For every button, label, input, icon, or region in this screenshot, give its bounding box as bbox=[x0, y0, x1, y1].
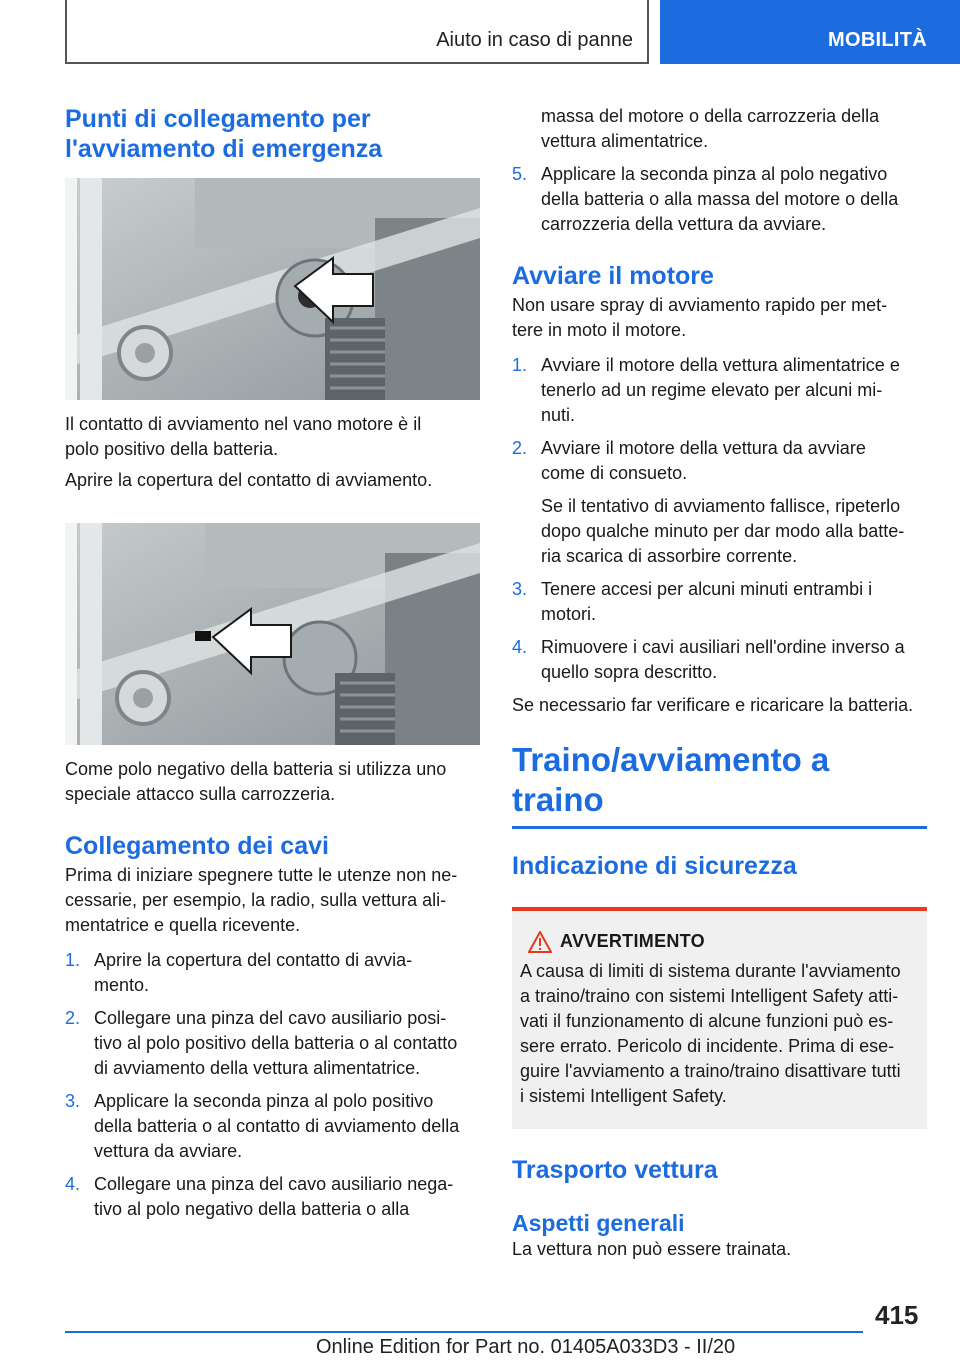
heading-vehicle-transport: Trasporto vettura bbox=[512, 1156, 718, 1184]
right-column bbox=[512, 104, 927, 1262]
para-no-spray: Non usare spray di avviamento rapido per met- tere in moto il motore. bbox=[512, 295, 888, 340]
list-item: massa del motore o della carrozzeria della vettura alimentatrice. bbox=[541, 106, 880, 151]
header-section-title: Aiuto in caso di panne bbox=[436, 29, 633, 51]
connect-steps-list bbox=[65, 948, 480, 1222]
list-item: 4. Rimuovere i cavi ausiliari nell'ordine inverso a quello sopra descritto. bbox=[512, 637, 905, 682]
list-item: 2. Avviare il motore della vettura da avviare come di consueto. Se il tentativo di avviamento fallisce, ripeterlo dopo qualche minuto per dar modo alla batte- ria scarica di assorbire corrente. bbox=[512, 438, 905, 566]
footer-rule bbox=[65, 1331, 863, 1333]
list-item: 5. Applicare la seconda pinza al polo negativo della batteria o alla massa del motore o della carrozzeria della vettura da avviare. bbox=[512, 164, 899, 234]
warning-title: AVVERTIMENTO bbox=[560, 931, 705, 951]
engine-photo-negative-terminal bbox=[65, 523, 480, 745]
warning-text: A causa di limiti di sistema durante l'avviamento a traino/traino con sistemi Intelligent Safety atti- vati il funzionamento di alcune funzioni può es- sere errato. Pericolo di incidente. Prima di ese- guire l'avviamento a traino/traino disattivare tutti i sistemi Intelligent Safety. bbox=[520, 961, 901, 1106]
list-item: 3. Applicare la seconda pinza al polo positivo della batteria o al contatto di avviamento della vettura da avviare. bbox=[65, 1091, 460, 1161]
left-column bbox=[65, 104, 480, 1222]
list-item: 2. Collegare una pinza del cavo ausiliario posi- tivo al polo positivo della batteria o al contatto di avviamento della vettura alimentatrice. bbox=[65, 1008, 458, 1078]
list-item: 1. Avviare il motore della vettura alimentatrice e tenerlo ad un regime elevato per alcuni mi- nuti. bbox=[512, 355, 900, 425]
header-chapter-label: MOBILITÀ bbox=[828, 29, 928, 51]
page-number: 415 bbox=[875, 1300, 919, 1330]
list-item: 4. Collegare una pinza del cavo ausiliario nega- tivo al polo negativo della batteria o alla bbox=[65, 1174, 454, 1219]
para-positive-terminal: Il contatto di avviamento nel vano motore è il polo positivo della batteria. bbox=[65, 414, 422, 459]
heading-rule bbox=[512, 826, 927, 829]
list-item: 1. Aprire la copertura del contatto di avvia- mento. bbox=[65, 950, 413, 995]
heading-jump-start-points: Punti di collegamento per l'avviamento di emergenza bbox=[65, 105, 383, 163]
para-check-battery: Se necessario far verificare e ricaricare la batteria. bbox=[512, 695, 914, 715]
warning-triangle-icon bbox=[528, 931, 552, 953]
subheading-general: Aspetti generali bbox=[512, 1210, 685, 1236]
para-before-start: Prima di iniziare spegnere tutte le utenze non ne- cessarie, per esempio, la radio, sulla vettura ali- mentatrice e quella ricevente. bbox=[65, 865, 458, 935]
para-open-cover: Aprire la copertura del contatto di avviamento. bbox=[65, 470, 433, 490]
list-item: 3. Tenere accesi per alcuni minuti entrambi i motori. bbox=[512, 579, 873, 624]
heading-connect-cables: Collegamento dei cavi bbox=[65, 832, 329, 860]
connect-steps-continued bbox=[512, 104, 927, 237]
edition-note: Online Edition for Part no. 01405A033D3 - II/20 bbox=[316, 1336, 736, 1358]
engine-photo-positive-terminal bbox=[65, 178, 480, 400]
heading-safety-note: Indicazione di sicurezza bbox=[512, 852, 797, 880]
warning-box bbox=[512, 907, 927, 1129]
para-cannot-tow: La vettura non può essere trainata. bbox=[512, 1239, 792, 1259]
start-steps-list bbox=[512, 353, 927, 685]
header-section-box bbox=[65, 0, 649, 64]
header-chapter-tab bbox=[660, 0, 960, 64]
heading-towing: Traino/avviamento a traino bbox=[512, 741, 830, 818]
heading-start-engine: Avviare il motore bbox=[512, 262, 714, 290]
para-negative-terminal: Come polo negativo della batteria si utilizza uno speciale attacco sulla carrozzeria. bbox=[65, 759, 447, 804]
